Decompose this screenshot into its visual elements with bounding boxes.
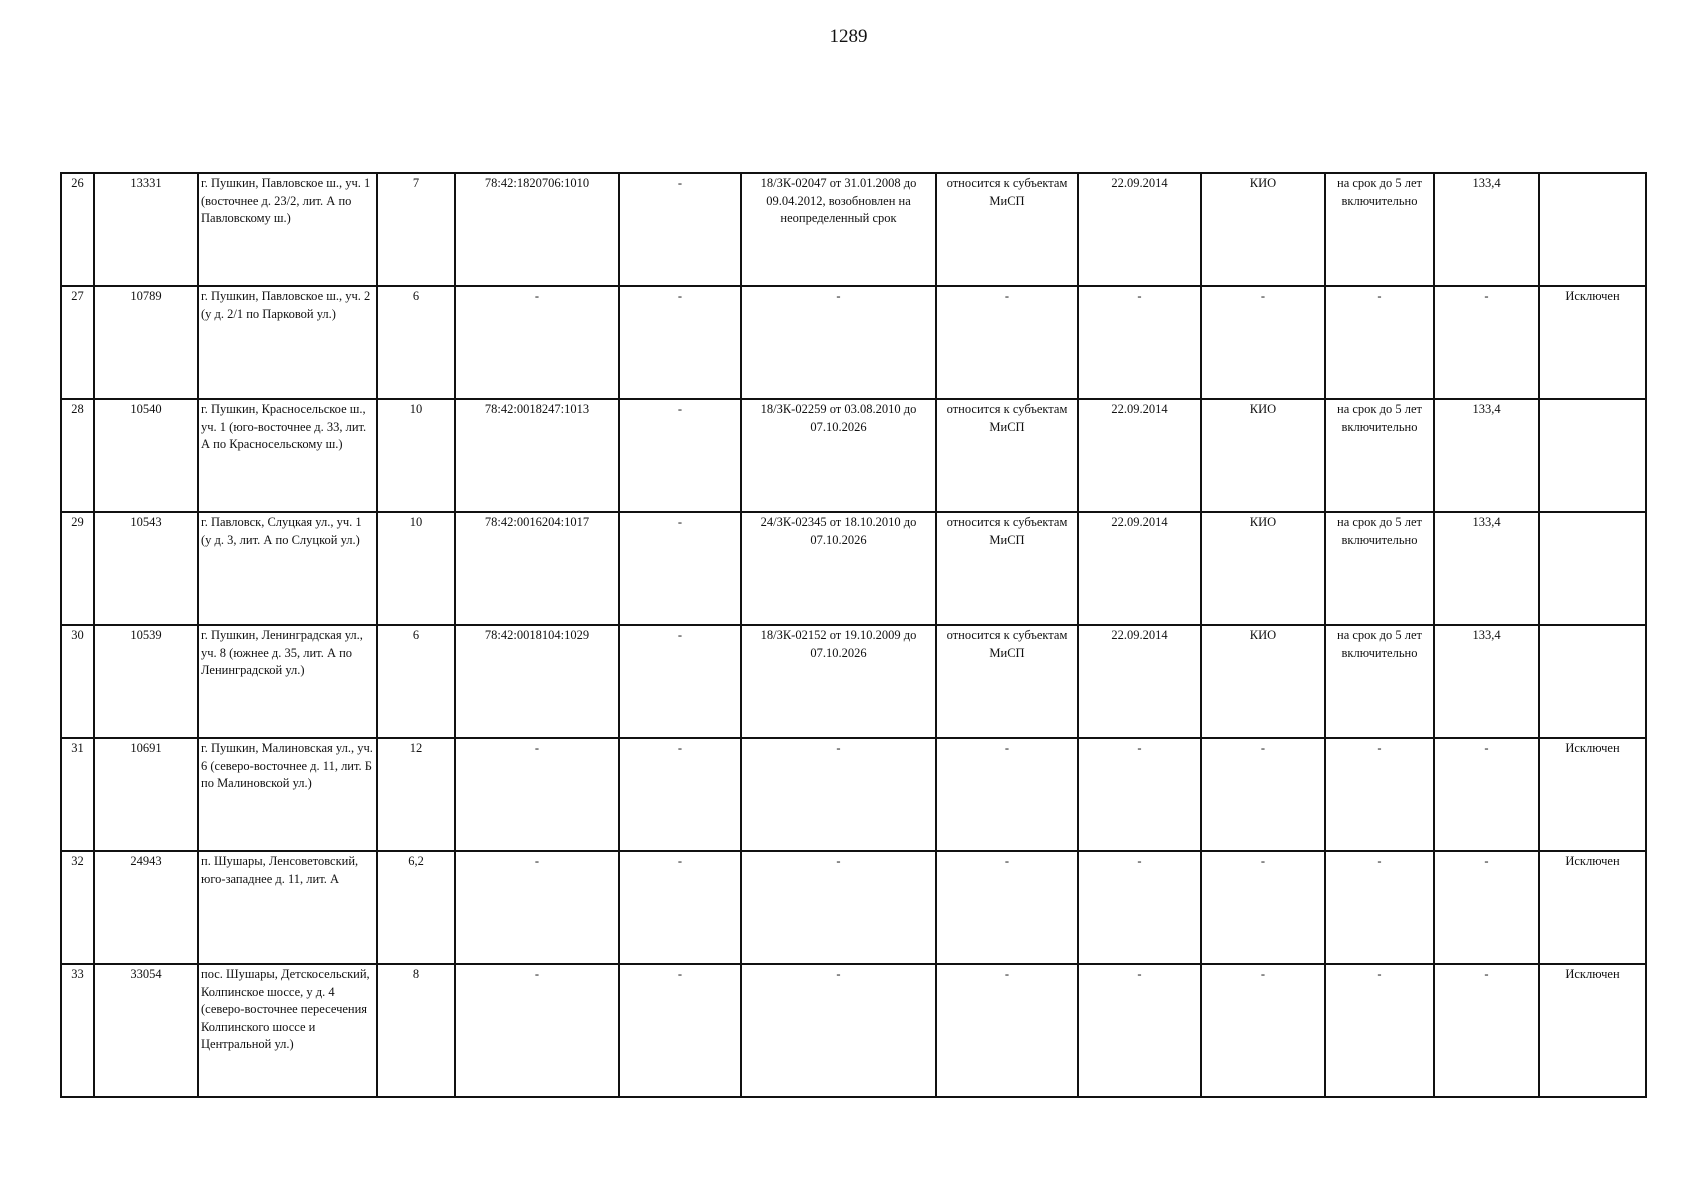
register-body — [61, 173, 1646, 1097]
cell-lease-term: на срок до 5 лет включительно — [1325, 173, 1434, 286]
cell-row-number: 33 — [61, 964, 94, 1097]
cell-rate: 133,4 — [1434, 512, 1539, 625]
cell-area: 7 — [377, 173, 455, 286]
cell-authority: - — [1201, 286, 1325, 399]
cell-sme-category: - — [936, 738, 1078, 851]
table-row — [61, 851, 1646, 964]
cell-address: п. Шушары, Ленсоветовский, юго-западнее д. 11, лит. А — [198, 851, 377, 964]
cell-authority: - — [1201, 964, 1325, 1097]
cell-cadastral-number: 78:42:0018247:1013 — [455, 399, 619, 512]
cell-rate: - — [1434, 964, 1539, 1097]
cell-sme-category: относится к субъектам МиСП — [936, 625, 1078, 738]
cell-row-number: 30 — [61, 625, 94, 738]
table-row — [61, 173, 1646, 286]
cell-address: г. Пушкин, Павловское ш., уч. 2 (у д. 2/1 по Парковой ул.) — [198, 286, 377, 399]
cell-rate: - — [1434, 738, 1539, 851]
cell-area: 8 — [377, 964, 455, 1097]
cell-inclusion-date: 22.09.2014 — [1078, 173, 1201, 286]
cell-rate: 133,4 — [1434, 625, 1539, 738]
table-row — [61, 625, 1646, 738]
cell-authority: КИО — [1201, 512, 1325, 625]
cell-note — [1539, 173, 1646, 286]
cell-cadastral-number: - — [455, 286, 619, 399]
cell-object-code: 24943 — [94, 851, 198, 964]
cell-address: г. Пушкин, Красносельское ш., уч. 1 (юго-восточнее д. 33, лит. А по Красносельскому ш.) — [198, 399, 377, 512]
cell-inclusion-date: - — [1078, 738, 1201, 851]
cell-lease-term: - — [1325, 286, 1434, 399]
cell-rate: 133,4 — [1434, 173, 1539, 286]
cell-address: г. Павловск, Слуцкая ул., уч. 1 (у д. 3, лит. А по Слуцкой ул.) — [198, 512, 377, 625]
cell-rate: - — [1434, 851, 1539, 964]
cell-note: Исключен — [1539, 964, 1646, 1097]
cell-inclusion-date: 22.09.2014 — [1078, 625, 1201, 738]
cell-authority: - — [1201, 851, 1325, 964]
cell-object-code: 10539 — [94, 625, 198, 738]
table-row — [61, 512, 1646, 625]
cell-sme-category: относится к субъектам МиСП — [936, 512, 1078, 625]
cell-lease-term: - — [1325, 738, 1434, 851]
cell-address: г. Пушкин, Малиновская ул., уч. 6 (северо-восточнее д. 11, лит. Б по Малиновской ул.) — [198, 738, 377, 851]
cell-column-6: - — [619, 964, 741, 1097]
cell-sme-category: относится к субъектам МиСП — [936, 173, 1078, 286]
cell-column-6: - — [619, 625, 741, 738]
cell-row-number: 26 — [61, 173, 94, 286]
cell-lease-term: - — [1325, 964, 1434, 1097]
cell-lease-term: - — [1325, 851, 1434, 964]
cell-authority: КИО — [1201, 399, 1325, 512]
cell-cadastral-number: 78:42:0016204:1017 — [455, 512, 619, 625]
cell-object-code: 33054 — [94, 964, 198, 1097]
cell-address: пос. Шушары, Детскосельский, Колпинское шоссе, у д. 4 (северо-восточнее пересечения Колпинского шоссе и Центральной ул.) — [198, 964, 377, 1097]
cell-lease-contract: 18/ЗК-02259 от 03.08.2010 до 07.10.2026 — [741, 399, 936, 512]
cell-object-code: 10540 — [94, 399, 198, 512]
cell-address: г. Пушкин, Павловское ш., уч. 1 (восточнее д. 23/2, лит. А по Павловскому ш.) — [198, 173, 377, 286]
cell-authority: КИО — [1201, 625, 1325, 738]
cell-area: 6 — [377, 286, 455, 399]
cell-area: 12 — [377, 738, 455, 851]
cell-lease-contract: - — [741, 738, 936, 851]
cell-cadastral-number: - — [455, 964, 619, 1097]
cell-object-code: 10789 — [94, 286, 198, 399]
cell-lease-term: на срок до 5 лет включительно — [1325, 512, 1434, 625]
cell-rate: 133,4 — [1434, 399, 1539, 512]
cell-inclusion-date: - — [1078, 851, 1201, 964]
cell-cadastral-number: 78:42:1820706:1010 — [455, 173, 619, 286]
cell-note: Исключен — [1539, 738, 1646, 851]
cell-lease-term: на срок до 5 лет включительно — [1325, 399, 1434, 512]
cell-note — [1539, 399, 1646, 512]
cell-inclusion-date: - — [1078, 964, 1201, 1097]
cell-object-code: 10543 — [94, 512, 198, 625]
table-row — [61, 738, 1646, 851]
cell-lease-contract: - — [741, 286, 936, 399]
cell-area: 6,2 — [377, 851, 455, 964]
cell-column-6: - — [619, 286, 741, 399]
table-row — [61, 399, 1646, 512]
cell-object-code: 10691 — [94, 738, 198, 851]
cell-cadastral-number: - — [455, 851, 619, 964]
cell-inclusion-date: 22.09.2014 — [1078, 399, 1201, 512]
cell-lease-contract: - — [741, 851, 936, 964]
cell-sme-category: - — [936, 286, 1078, 399]
cell-lease-contract: 24/ЗК-02345 от 18.10.2010 до 07.10.2026 — [741, 512, 936, 625]
cell-lease-contract: 18/ЗК-02047 от 31.01.2008 до 09.04.2012, возобновлен на неопределенный срок — [741, 173, 936, 286]
cell-row-number: 29 — [61, 512, 94, 625]
cell-inclusion-date: 22.09.2014 — [1078, 512, 1201, 625]
cell-column-6: - — [619, 738, 741, 851]
cell-area: 10 — [377, 399, 455, 512]
cell-note — [1539, 625, 1646, 738]
cell-area: 10 — [377, 512, 455, 625]
page-number: 1289 — [829, 26, 868, 47]
table-row — [61, 286, 1646, 399]
cell-lease-term: на срок до 5 лет включительно — [1325, 625, 1434, 738]
cell-inclusion-date: - — [1078, 286, 1201, 399]
cell-sme-category: относится к субъектам МиСП — [936, 399, 1078, 512]
cell-area: 6 — [377, 625, 455, 738]
cell-column-6: - — [619, 399, 741, 512]
cell-column-6: - — [619, 512, 741, 625]
cell-row-number: 27 — [61, 286, 94, 399]
cell-cadastral-number: 78:42:0018104:1029 — [455, 625, 619, 738]
cell-row-number: 28 — [61, 399, 94, 512]
register-table — [60, 172, 1647, 1098]
cell-authority: - — [1201, 738, 1325, 851]
cell-sme-category: - — [936, 851, 1078, 964]
cell-note: Исключен — [1539, 286, 1646, 399]
cell-lease-contract: - — [741, 964, 936, 1097]
cell-rate: - — [1434, 286, 1539, 399]
cell-note: Исключен — [1539, 851, 1646, 964]
cell-column-6: - — [619, 851, 741, 964]
cell-address: г. Пушкин, Ленинградская ул., уч. 8 (южнее д. 35, лит. А по Ленинградской ул.) — [198, 625, 377, 738]
cell-note — [1539, 512, 1646, 625]
cell-column-6: - — [619, 173, 741, 286]
cell-row-number: 31 — [61, 738, 94, 851]
cell-object-code: 13331 — [94, 173, 198, 286]
cell-sme-category: - — [936, 964, 1078, 1097]
table-row — [61, 964, 1646, 1097]
cell-authority: КИО — [1201, 173, 1325, 286]
cell-row-number: 32 — [61, 851, 94, 964]
cell-lease-contract: 18/ЗК-02152 от 19.10.2009 до 07.10.2026 — [741, 625, 936, 738]
cell-cadastral-number: - — [455, 738, 619, 851]
